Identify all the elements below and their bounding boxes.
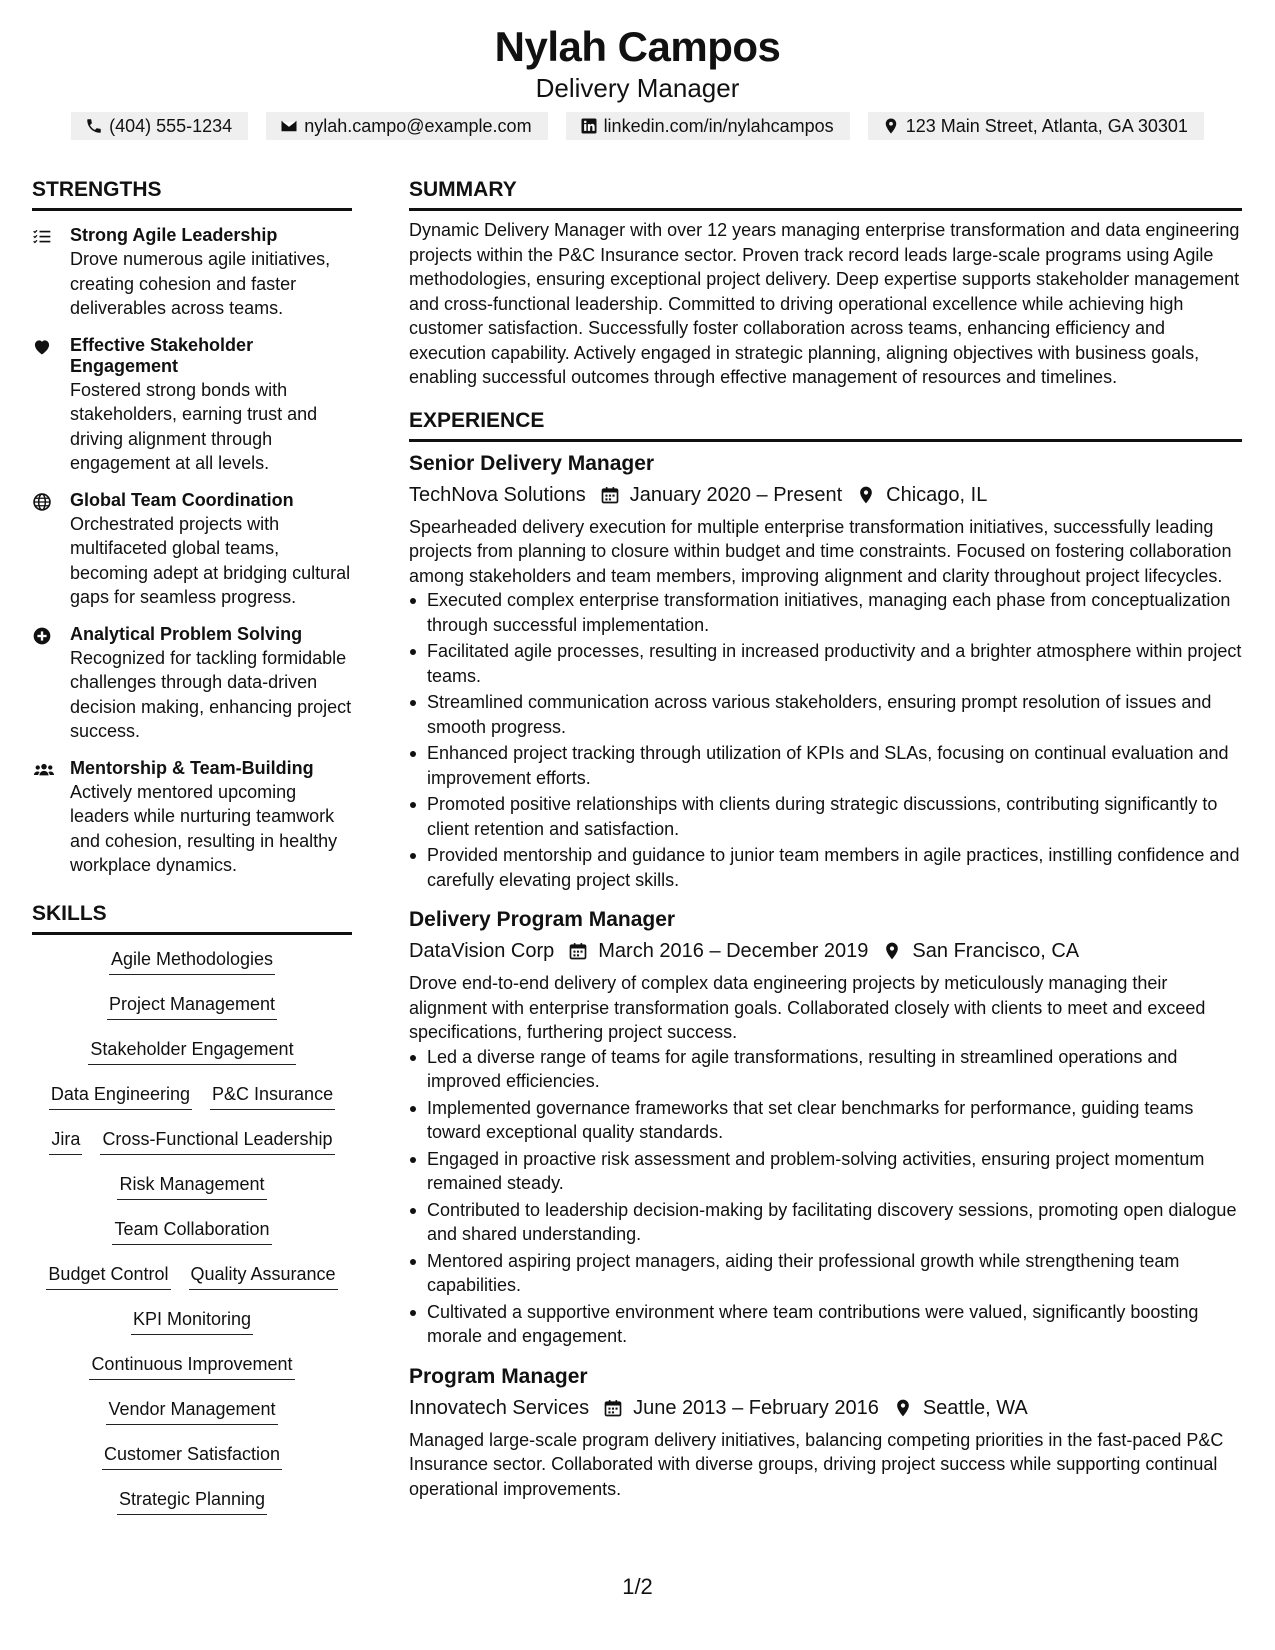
- bullet-item: Promoted positive relationships with clients during strategic discussions, contributing significantly to client retention and satisfaction.: [409, 792, 1242, 841]
- strength-title: Strong Agile Leadership: [70, 225, 278, 245]
- job-title: Program Manager: [409, 1364, 588, 1388]
- bullet-item: Mentored aspiring project managers, aiding their professional growth while strengthening team capabilities.: [409, 1249, 1242, 1298]
- map-pin-icon: [893, 1398, 913, 1418]
- bullet-item: Enhanced project tracking through utilization of KPIs and SLAs, focusing on continual evaluation and improvement efforts.: [409, 741, 1242, 790]
- strength-desc: Drove numerous agile initiatives, creating cohesion and faster deliverables across teams.: [70, 249, 331, 318]
- skills-heading: SKILLS: [32, 900, 352, 935]
- job-entry: [409, 1363, 1242, 1502]
- email-contact[interactable]: [266, 112, 547, 140]
- map-pin-icon: [856, 485, 876, 505]
- strength-title: Mentorship & Team-Building: [70, 757, 314, 778]
- map-pin-icon: [882, 941, 902, 961]
- job-dates: March 2016 – December 2019: [598, 940, 869, 962]
- strength-desc: Orchestrated projects with multifaceted global teams, becoming adept at bridging cultural gaps for seamless progress.: [70, 513, 351, 607]
- job-meta: [409, 937, 1242, 965]
- job-title: Senior Delivery Manager: [409, 451, 655, 475]
- skill-tag: Project Management: [107, 992, 277, 1020]
- users-icon: [32, 760, 56, 780]
- contact-bar: [0, 112, 1275, 140]
- list-check-icon: [32, 227, 52, 247]
- bullet-item: Facilitated agile processes, resulting in increased productivity and a brighter atmosphere within project teams.: [409, 639, 1242, 688]
- job-company: TechNova Solutions: [409, 483, 586, 506]
- bullet-item: Implemented governance frameworks that set clear benchmarks for performance, guiding teams toward exceptional quality standards.: [409, 1096, 1242, 1145]
- resume-header: [0, 22, 1275, 140]
- bullet-item: Executed complex enterprise transformation initiatives, managing each phase from conceptualization through successful implementation.: [409, 588, 1242, 637]
- strength-desc: Actively mentored upcoming leaders while nurturing teamwork and cohesion, resulting in healthy workplace dynamics.: [70, 781, 338, 875]
- strength-title: Global Team Coordination: [70, 489, 294, 510]
- strength-desc: Recognized for tackling formidable challenges through data-driven decision making, enhancing project success.: [70, 647, 352, 741]
- plus-circle-icon: [32, 626, 52, 646]
- map-pin-icon: [882, 117, 900, 135]
- candidate-title: Delivery Manager: [535, 73, 740, 103]
- bullet-item: Streamlined communication across various stakeholders, ensuring prompt resolution of issues and smooth progress.: [409, 690, 1242, 739]
- heart-icon: [32, 337, 52, 357]
- skill-tag: Quality Assurance: [189, 1262, 338, 1290]
- skill-tag: Risk Management: [117, 1172, 266, 1200]
- summary-heading: SUMMARY: [409, 176, 1242, 211]
- skills-list: [32, 947, 352, 1532]
- strength-item: [32, 225, 352, 321]
- job-title: Delivery Program Manager: [409, 908, 676, 931]
- job-entry: [409, 906, 1242, 1349]
- address-contact: [868, 112, 1204, 140]
- job-entry: [409, 450, 1242, 893]
- skill-tag: KPI Monitoring: [131, 1307, 253, 1335]
- strength-title: Analytical Problem Solving: [70, 623, 303, 644]
- job-bullets: [409, 1045, 1242, 1349]
- bullet-item: Engaged in proactive risk assessment and problem-solving activities, ensuring project momentum remained steady.: [409, 1147, 1242, 1196]
- strengths-heading: STRENGTHS: [32, 176, 352, 211]
- job-location: Chicago, IL: [886, 483, 988, 506]
- job-company: Innovatech Services: [409, 1396, 590, 1419]
- left-column: [32, 176, 352, 1532]
- strength-item: [32, 624, 352, 744]
- job-location: Seattle, WA: [922, 1396, 1028, 1419]
- calendar-icon: [568, 941, 588, 961]
- envelope-icon: [280, 117, 298, 135]
- skill-tag: Stakeholder Engagement: [88, 1037, 295, 1065]
- job-meta: [409, 1394, 1242, 1422]
- job-dates: June 2013 – February 2016: [633, 1396, 879, 1419]
- bullet-item: Led a diverse range of teams for agile transformations, resulting in streamlined operations and improved efficiencies.: [409, 1045, 1242, 1094]
- skill-tag: Continuous Improvement: [89, 1352, 294, 1380]
- email-text: nylah.campo@example.com: [304, 115, 532, 136]
- page-number: 1/2: [622, 1574, 653, 1599]
- bullet-item: Contributed to leadership decision-making by facilitating discovery sessions, promoting open dialogue and shared understanding.: [409, 1198, 1242, 1247]
- skill-tag: P&C Insurance: [210, 1082, 335, 1110]
- skill-tag: Agile Methodologies: [109, 947, 275, 975]
- skill-tag: Team Collaboration: [112, 1217, 271, 1245]
- phone-text: (404) 555-1234: [109, 115, 233, 136]
- strength-item: [32, 335, 352, 476]
- skill-tag: Jira: [49, 1127, 82, 1155]
- globe-icon: [32, 492, 52, 512]
- right-column: [409, 176, 1242, 1501]
- experience-section: [409, 407, 1242, 1502]
- strength-desc: Fostered strong bonds with stakeholders, earning trust and driving alignment through engagement at all levels.: [70, 379, 318, 473]
- bullet-item: Cultivated a supportive environment where team contributions were valued, significantly boosting morale and engagement.: [409, 1300, 1242, 1349]
- linkedin-text: linkedin.com/in/nylahcampos: [603, 115, 834, 136]
- linkedin-contact[interactable]: [566, 112, 850, 140]
- job-location: San Francisco, CA: [912, 940, 1080, 962]
- job-dates: January 2020 – Present: [629, 483, 843, 506]
- address-text: 123 Main Street, Atlanta, GA 30301: [905, 115, 1188, 136]
- skill-tag: Budget Control: [46, 1262, 170, 1290]
- strength-item: [32, 758, 352, 878]
- skill-tag: Vendor Management: [106, 1397, 277, 1425]
- skill-tag: Customer Satisfaction: [102, 1442, 282, 1470]
- calendar-icon: [600, 485, 620, 505]
- phone-icon: [85, 117, 103, 135]
- job-company: DataVision Corp: [409, 940, 555, 962]
- calendar-icon: [603, 1398, 623, 1418]
- summary-text: Dynamic Delivery Manager with over 12 years managing enterprise transformation and data engineering projects within the P&C Insurance sector. Proven track record leads large-scale programs using Agile methodologies, ensuring exceptional project delivery. Deep expertise supports stakeholder management and cross-functional leadership. Committed to driving operational excellence while achieving high customer satisfaction. Successfully foster collaboration across teams, enhancing efficiency and execution capability. Actively engaged in strategic planning, aligning objectives with business goals, enabling successful outcomes through effective management of resources and timelines.: [409, 220, 1240, 387]
- bullet-item: Provided mentorship and guidance to junior team members in agile practices, instilling confidence and carefully elevating project skills.: [409, 843, 1242, 892]
- strength-item: [32, 490, 352, 610]
- skill-tag: Cross-Functional Leadership: [100, 1127, 334, 1155]
- job-bullets: [409, 588, 1242, 892]
- skill-tag: Data Engineering: [49, 1082, 192, 1110]
- job-description: Spearheaded delivery execution for multiple enterprise transformation initiatives, successfully leading projects from planning to closure within budget and time constraints. Focused on fostering collaboration among stakeholders and team members, improving alignment and clarity throughout project lifecycles.: [409, 516, 1232, 586]
- job-meta: [409, 481, 1242, 509]
- experience-heading: EXPERIENCE: [409, 407, 1242, 442]
- strength-title: Effective Stakeholder Engagement: [70, 334, 254, 376]
- job-description: Drove end-to-end delivery of complex data engineering projects by meticulously managing their alignment with enterprise transformation goals. Collaborated closely with clients to meet and exceed specifications, furthering project success.: [409, 973, 1206, 1042]
- phone-contact[interactable]: [71, 112, 248, 140]
- linkedin-icon: [580, 117, 598, 135]
- skill-tag: Strategic Planning: [117, 1487, 267, 1515]
- job-description: Managed large-scale program delivery initiatives, balancing competing priorities in the fast-paced P&C Insurance sector. Collaborated with diverse groups, driving project success while supporting continual operational improvements.: [409, 1429, 1224, 1499]
- candidate-name: Nylah Campos: [494, 23, 781, 70]
